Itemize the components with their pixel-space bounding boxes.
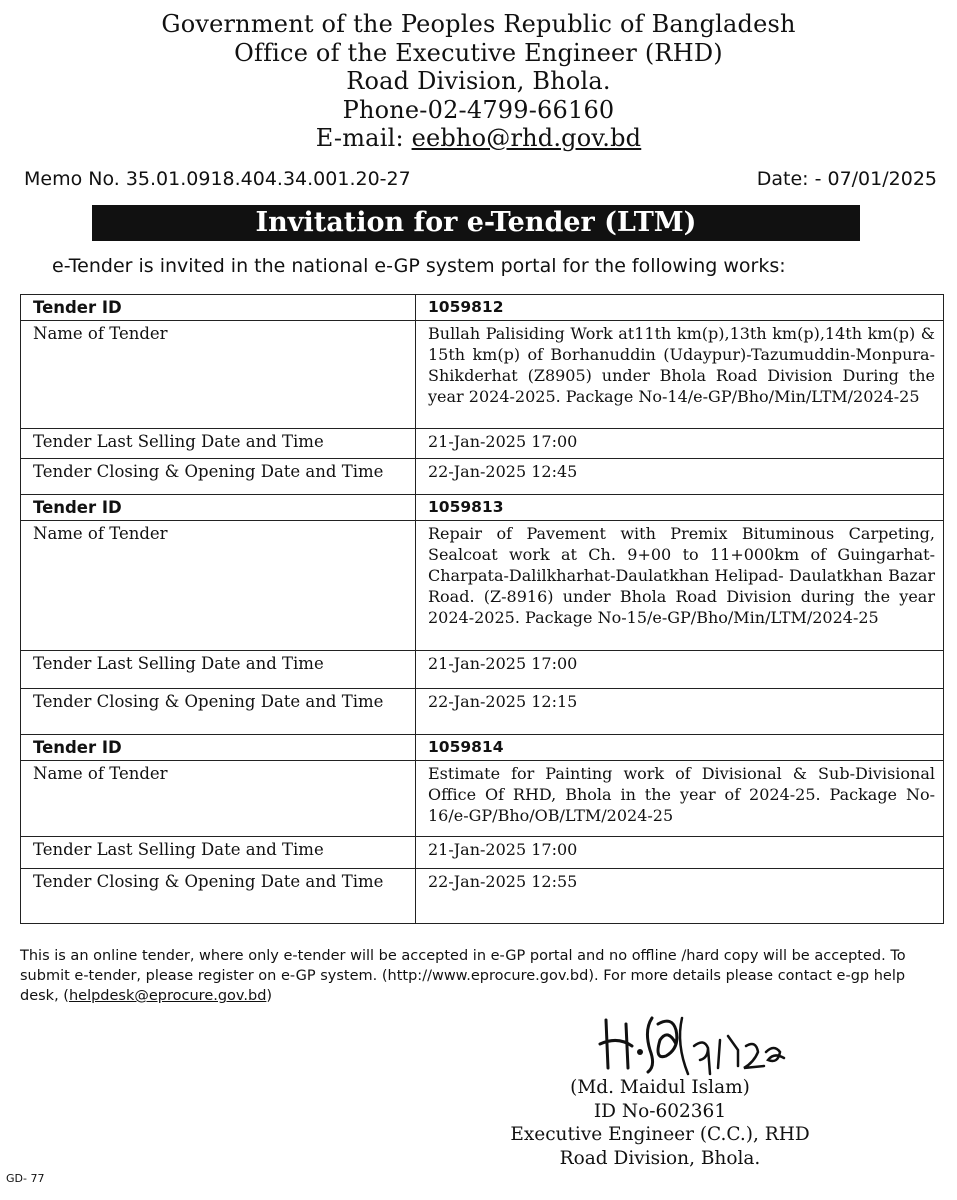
table-row — [21, 429, 944, 459]
memo-number: Memo No. 35.01.0918.404.34.001.20-27 — [24, 168, 411, 190]
phone-number: Phone-02-4799-66160 — [342, 95, 615, 124]
letterhead — [0, 10, 957, 153]
government-title: Government of the Peoples Republic of Bangladesh — [161, 10, 796, 38]
tender-selling-value: 21-Jan-2025 17:00 — [416, 837, 944, 869]
helpdesk-email-link[interactable]: helpdesk@eprocure.gov.bd — [68, 988, 267, 1004]
tender-name-value: Bullah Palisiding Work at11th km(p),13th km(p),14th km(p) & 15th km(p) of Borhanuddin (Udaypur)-Tazumuddin-Monpura-Shikderhat (Z8905) under Bhola Road Division During the year 2024-2025. Package No-14/e-GP/Bho/Min/LTM/2024-25 — [416, 321, 944, 429]
tender-closing-label: Tender Closing & Opening Date and Time — [21, 689, 416, 735]
footer-note — [20, 946, 930, 1006]
tender-table — [20, 294, 944, 924]
signatory-office: Road Division, Bhola. — [559, 1147, 761, 1169]
table-row — [21, 689, 944, 735]
table-row — [21, 837, 944, 869]
tender-selling-label: Tender Last Selling Date and Time — [21, 651, 416, 689]
tender-closing-value: 22-Jan-2025 12:55 — [416, 869, 944, 924]
tender-id-value: 1059814 — [416, 735, 944, 761]
email-line — [0, 124, 957, 153]
signatory-id: ID No-602361 — [593, 1100, 727, 1122]
tender-selling-label: Tender Last Selling Date and Time — [21, 837, 416, 869]
tender-closing-label: Tender Closing & Opening Date and Time — [21, 869, 416, 924]
email-label: E-mail: — [315, 124, 412, 152]
table-row — [21, 459, 944, 495]
office-title: Office of the Executive Engineer (RHD) — [234, 38, 723, 67]
tender-id-value: 1059813 — [416, 495, 944, 521]
tender-name-label: Name of Tender — [21, 521, 416, 651]
notice-title: Invitation for e-Tender (LTM) — [92, 205, 860, 241]
tender-selling-label: Tender Last Selling Date and Time — [21, 429, 416, 459]
table-row — [21, 735, 944, 761]
email-link[interactable]: eebho@rhd.gov.bd — [411, 124, 642, 152]
memo-date: Date: - 07/01/2025 — [756, 168, 937, 190]
handwritten-signature — [596, 1010, 796, 1080]
intro-text: e-Tender is invited in the national e-GP system portal for the following works: — [52, 255, 786, 277]
footer-close: ) — [266, 988, 273, 1004]
tender-closing-label: Tender Closing & Opening Date and Time — [21, 459, 416, 495]
signatory-name: (Md. Maidul Islam) — [570, 1077, 750, 1098]
table-row — [21, 495, 944, 521]
tender-id-value: 1059812 — [416, 295, 944, 321]
tender-name-value: Estimate for Painting work of Divisional & Sub-Divisional Office Of RHD, Bhola in the year of 2024-25. Package No-16/e-GP/Bho/OB/LTM/2024-25 — [416, 761, 944, 837]
tender-selling-value: 21-Jan-2025 17:00 — [416, 429, 944, 459]
division-title: Road Division, Bhola. — [346, 67, 611, 95]
tender-name-label: Name of Tender — [21, 321, 416, 429]
signatory-designation: Executive Engineer (C.C.), RHD — [510, 1124, 810, 1145]
tender-id-label: Tender ID — [21, 495, 416, 521]
signatory-block — [480, 1076, 840, 1170]
tender-name-label: Name of Tender — [21, 761, 416, 837]
footer-text: This is an online tender, where only e-tender will be accepted in e-GP portal and no offline /hard copy will be accepted. To submit e-tender, please register on e-GP system. (http://www.eprocure.gov.bd). For more details please contact e-gp help desk, ( — [20, 948, 906, 1004]
tender-closing-value: 22-Jan-2025 12:45 — [416, 459, 944, 495]
table-row — [21, 869, 944, 924]
tender-name-value: Repair of Pavement with Premix Bituminous Carpeting, Sealcoat work at Ch. 9+00 to 11+000km of Guingarhat-Charpata-Dalilkharhat-Daulatkhan Helipad- Daulatkhan Bazar Road. (Z-8916) under Bhola Road Division during the year 2024-2025. Package No-15/e-GP/Bho/Min/LTM/2024-25 — [416, 521, 944, 651]
table-row — [21, 295, 944, 321]
tender-closing-value: 22-Jan-2025 12:15 — [416, 689, 944, 735]
tender-id-label: Tender ID — [21, 735, 416, 761]
table-row — [21, 521, 944, 651]
table-row — [21, 761, 944, 837]
tender-selling-value: 21-Jan-2025 17:00 — [416, 651, 944, 689]
table-row — [21, 651, 944, 689]
tender-id-label: Tender ID — [21, 295, 416, 321]
memo-row — [24, 168, 937, 194]
document-code: GD- 77 — [6, 1172, 45, 1185]
table-row — [21, 321, 944, 429]
